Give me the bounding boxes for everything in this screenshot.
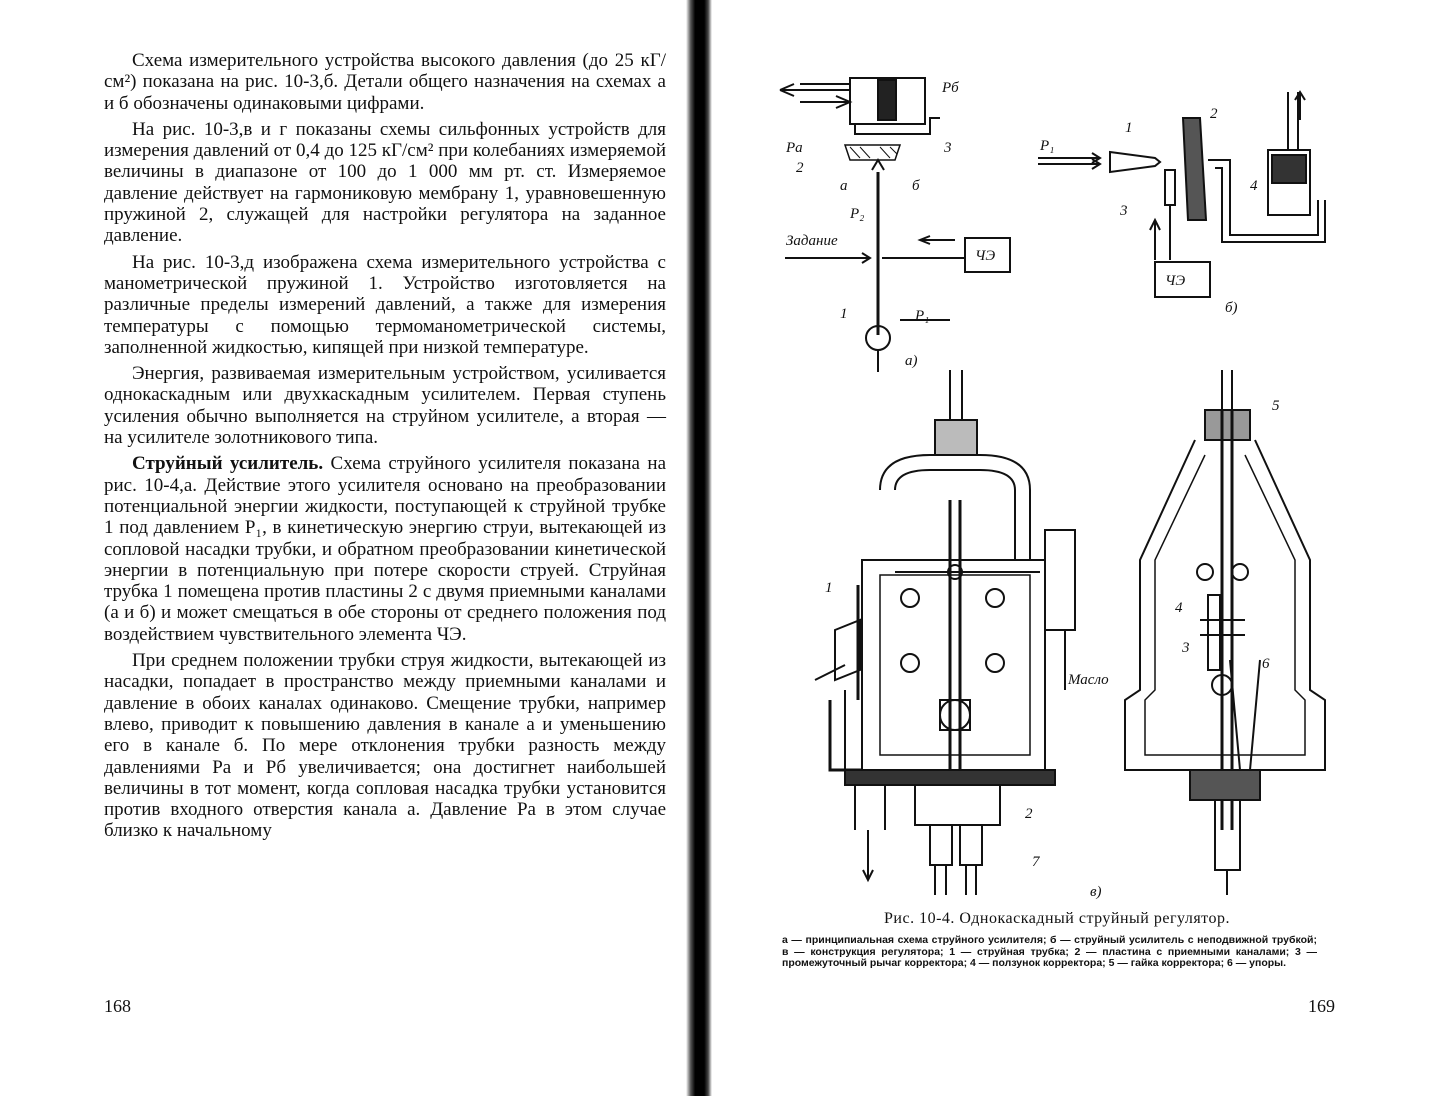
label-a-channel-a: а xyxy=(840,178,848,194)
label-v-6: 6 xyxy=(1262,656,1270,672)
label-a-1: 1 xyxy=(840,306,848,322)
label-b-4: 4 xyxy=(1250,178,1258,194)
label-a-sensing-element: ЧЭ xyxy=(975,248,996,264)
label-a-3: 3 xyxy=(944,140,952,156)
label-a-pa: Pа xyxy=(786,140,803,156)
diagram-a xyxy=(780,78,1010,372)
figure-caption-title: Рис. 10-4. Однокаскадный струйный регулятор. xyxy=(884,910,1230,927)
label-v-7: 7 xyxy=(1032,854,1040,870)
label-b-1: 1 xyxy=(1125,120,1133,136)
label-v-4: 4 xyxy=(1175,600,1183,616)
label-b-sensing-element: ЧЭ xyxy=(1165,273,1186,289)
figure-caption-legend: а — принципиальная схема струйного усилителя; б — струйный усилитель с неподвижной трубкой; в — конструкция регулятора; 1 — струйная трубка; 2 — пластина с приемными каналами; 3 — промежуточный рычаг корректора; 4 — ползунок корректора; 5 — гайка корректора; 6 — упоры. xyxy=(782,934,1317,969)
label-a-subfigure: а) xyxy=(905,353,918,369)
paragraph-2: На рис. 10-3,в и г показаны схемы сильфонных устройств для измерения давлений от 0,4 до 125 кГ/см² при колебаниях измеряемой величины в диапазоне от 100 до 1 000 мм рт. ст. Измеряемое давление действует на гармониковую мембрану 1, уравновешенную пружиной 2, служащей для настройки регулятора на заданное давление. xyxy=(104,118,666,247)
label-b-p1: P₁ xyxy=(1040,138,1055,154)
label-a-p2: P₂ xyxy=(850,206,865,222)
label-v-subfigure: в) xyxy=(1090,884,1102,900)
label-v-5: 5 xyxy=(1272,398,1280,414)
label-a-channel-b: б xyxy=(912,178,920,194)
label-a-zadanie: Задание xyxy=(786,233,838,249)
label-a-2: 2 xyxy=(796,160,804,176)
paragraph-6: При среднем положении трубки струя жидкости, вытекающей из насадки, попадает в пространство между приемными каналами и давление в обоих каналах одинаково. Смещение трубки, например влево, приводит к повышению давления в канале а и уменьшению его в канале б. По мере отклонения трубки разность между давлениями Pа и Pб увеличивается; она достигнет наибольшей величины в тот момент, когда сопловая насадка трубки установится против входного отверстия канала а. Давление Pа в этом случае близко к начальному xyxy=(104,650,666,842)
label-b-3: 3 xyxy=(1120,203,1128,219)
label-a-pb: Pб xyxy=(942,80,959,96)
label-v-3: 3 xyxy=(1182,640,1190,656)
label-v-2: 2 xyxy=(1025,806,1033,822)
paragraph-3: На рис. 10-3,д изображена схема измерительного устройства с манометрической пружиной 1. Устройство изготовляется на различные пределы измерений давлений, а также для измерения температуры с помощью термоманометрической системы, заполненной жидкостью, кипящей при низкой температуре. xyxy=(104,251,666,358)
label-v-maslo: Масло xyxy=(1068,672,1109,688)
section-paragraph: Схема струйного усилителя показана на рис. 10-4,а. Действие этого усилителя основано на преобразовании потенциальной энергии жидкости, поступающей к струйной трубке 1 под давлением P₁, в кинетическую энергию струи, вытекающей из сопловой насадки трубки, и обратном преобразовании кинетической энергии в потенциальную при потере скорости струей. Струйная трубка 1 помещена против пластины 2 с двумя приемными каналами (а и б) и может смещаться в обе стороны от среднего положения под воздействием чувствительного элемента ЧЭ. xyxy=(104,453,666,645)
paragraph-4: Энергия, развиваемая измерительным устройством, усиливается однокаскадным или двухкаскадным усилителем. Первая ступень усиления обычно выполняется на струйном усилителе, а вторая — на усилителе золотникового типа. xyxy=(104,363,666,449)
diagram-v-right xyxy=(1125,370,1325,895)
label-b-subfigure: б) xyxy=(1225,300,1238,316)
label-b-2: 2 xyxy=(1210,106,1218,122)
label-v-1: 1 xyxy=(825,580,833,596)
section-heading: Струйный усилитель. xyxy=(132,453,324,475)
diagram-b xyxy=(1038,92,1325,297)
page-number-left: 168 xyxy=(104,996,131,1016)
paragraph-1: Схема измерительного устройства высокого давления (до 25 кГ/см²) показана на рис. 10-3,б. Детали общего назначения на схемах а и б обозначены одинаковыми цифрами. xyxy=(104,50,666,114)
label-a-p1: P₁ xyxy=(915,308,930,324)
diagram-v-left xyxy=(815,370,1075,895)
page-number-right: 169 xyxy=(1308,996,1335,1016)
